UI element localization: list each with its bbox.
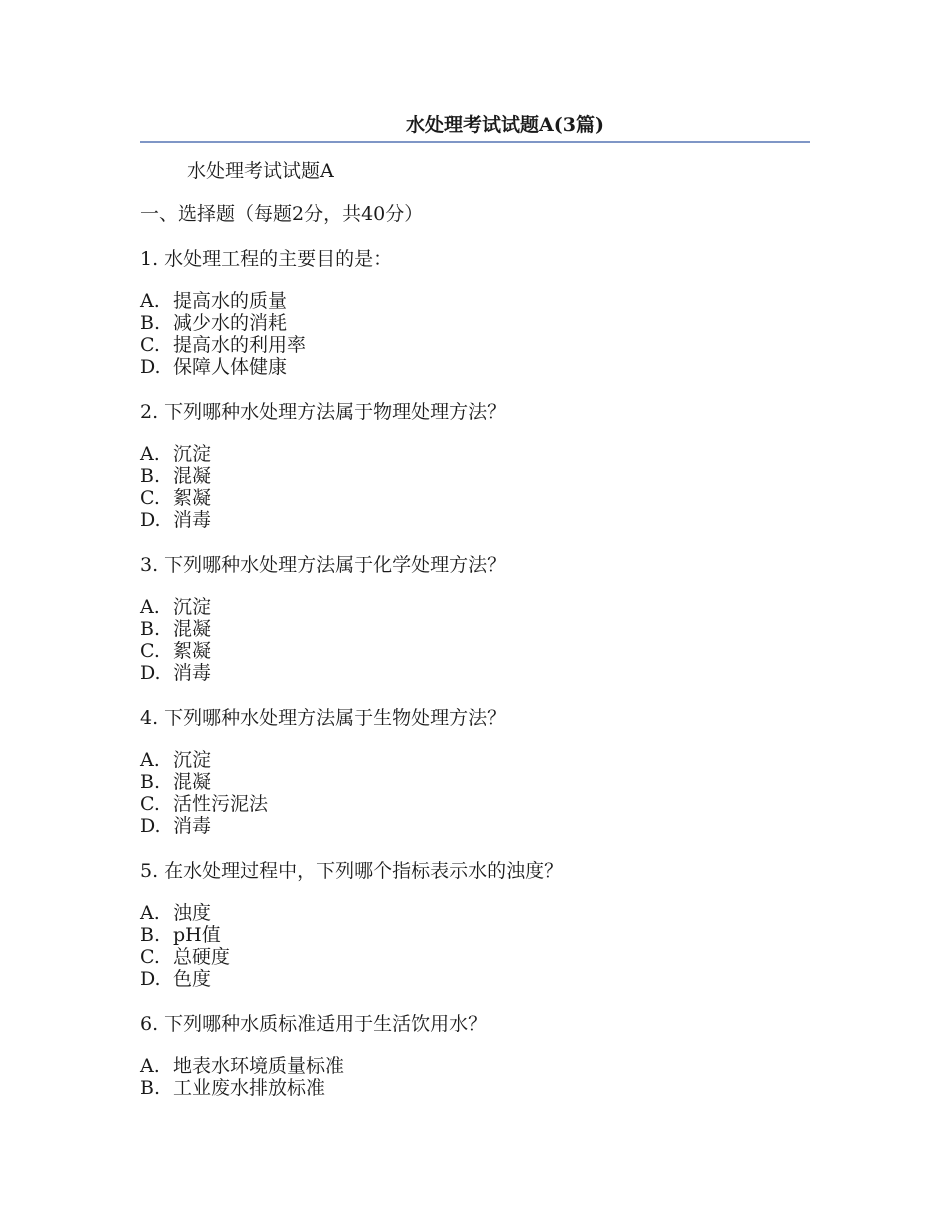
option-text: pH值 bbox=[173, 924, 221, 946]
document-title: 水处理考试试题A(3篇) bbox=[406, 114, 604, 136]
question-stem: 5. 在水处理过程中，下列哪个指标表示水的浊度？ bbox=[140, 860, 564, 882]
option-item bbox=[140, 443, 820, 465]
option-text: 絮凝 bbox=[173, 487, 212, 509]
option-item bbox=[140, 793, 820, 815]
option-text: 沉淀 bbox=[173, 596, 212, 618]
option-text: 沉淀 bbox=[173, 749, 212, 771]
question-item bbox=[140, 401, 820, 531]
option-item bbox=[140, 465, 820, 487]
exam-subtitle: 水处理考试试题A bbox=[187, 160, 334, 182]
option-letter: C. bbox=[140, 487, 160, 509]
option-letter: A. bbox=[140, 902, 160, 924]
option-item bbox=[140, 509, 820, 531]
option-text: 保障人体健康 bbox=[173, 356, 288, 378]
option-item bbox=[140, 596, 820, 618]
option-item bbox=[140, 662, 820, 684]
option-item bbox=[140, 924, 820, 946]
option-letter: B. bbox=[140, 771, 161, 793]
option-text: 地表水环境质量标准 bbox=[173, 1055, 345, 1077]
option-letter: A. bbox=[140, 443, 160, 465]
document-header bbox=[140, 112, 810, 143]
option-text: 浊度 bbox=[173, 902, 212, 924]
option-text: 消毒 bbox=[173, 662, 212, 684]
option-text: 提高水的质量 bbox=[173, 290, 288, 312]
option-list bbox=[140, 443, 820, 531]
question-item bbox=[140, 860, 820, 990]
option-item bbox=[140, 771, 820, 793]
option-item bbox=[140, 487, 820, 509]
option-letter: D. bbox=[140, 968, 161, 990]
option-text: 活性污泥法 bbox=[173, 793, 269, 815]
document-body bbox=[140, 160, 820, 1099]
option-item bbox=[140, 312, 820, 334]
option-text: 总硬度 bbox=[173, 946, 231, 968]
option-item bbox=[140, 334, 820, 356]
option-item bbox=[140, 356, 820, 378]
option-text: 沉淀 bbox=[173, 443, 212, 465]
question-stem: 2. 下列哪种水处理方法属于物理处理方法？ bbox=[140, 401, 507, 423]
option-item bbox=[140, 946, 820, 968]
option-letter: C. bbox=[140, 640, 160, 662]
option-item bbox=[140, 815, 820, 837]
option-list bbox=[140, 290, 820, 378]
option-item bbox=[140, 902, 820, 924]
option-letter: C. bbox=[140, 793, 160, 815]
option-item bbox=[140, 1077, 820, 1099]
option-text: 消毒 bbox=[173, 509, 212, 531]
option-letter: D. bbox=[140, 815, 161, 837]
option-letter: A. bbox=[140, 1055, 160, 1077]
option-letter: A. bbox=[140, 596, 160, 618]
option-letter: B. bbox=[140, 1077, 161, 1099]
option-letter: A. bbox=[140, 749, 160, 771]
option-text: 混凝 bbox=[173, 771, 212, 793]
option-text: 消毒 bbox=[173, 815, 212, 837]
option-item bbox=[140, 1055, 820, 1077]
option-text: 混凝 bbox=[173, 618, 212, 640]
question-item bbox=[140, 1013, 820, 1099]
option-item bbox=[140, 290, 820, 312]
section-heading: 一、选择题（每题2分，共40分） bbox=[140, 203, 424, 225]
option-item bbox=[140, 640, 820, 662]
option-letter: C. bbox=[140, 334, 160, 356]
option-letter: A. bbox=[140, 290, 160, 312]
option-letter: D. bbox=[140, 356, 161, 378]
option-list bbox=[140, 1055, 820, 1099]
option-text: 色度 bbox=[173, 968, 212, 990]
option-list bbox=[140, 596, 820, 684]
question-item bbox=[140, 707, 820, 837]
option-text: 混凝 bbox=[173, 465, 212, 487]
question-stem: 6. 下列哪种水质标准适用于生活饮用水？ bbox=[140, 1013, 488, 1035]
option-item bbox=[140, 749, 820, 771]
option-letter: D. bbox=[140, 509, 161, 531]
option-letter: C. bbox=[140, 946, 160, 968]
option-letter: B. bbox=[140, 312, 161, 334]
option-item bbox=[140, 968, 820, 990]
option-list bbox=[140, 749, 820, 837]
option-letter: B. bbox=[140, 618, 161, 640]
option-text: 提高水的利用率 bbox=[173, 334, 307, 356]
question-stem: 3. 下列哪种水处理方法属于化学处理方法？ bbox=[140, 554, 507, 576]
question-item bbox=[140, 554, 820, 684]
option-letter: B. bbox=[140, 924, 161, 946]
option-item bbox=[140, 618, 820, 640]
option-text: 絮凝 bbox=[173, 640, 212, 662]
question-item bbox=[140, 248, 820, 378]
option-text: 工业废水排放标准 bbox=[173, 1077, 326, 1099]
question-stem: 4. 下列哪种水处理方法属于生物处理方法？ bbox=[140, 707, 507, 729]
option-list bbox=[140, 902, 820, 990]
question-stem: 1. 水处理工程的主要目的是： bbox=[140, 248, 393, 270]
option-letter: D. bbox=[140, 662, 161, 684]
option-letter: B. bbox=[140, 465, 161, 487]
option-text: 减少水的消耗 bbox=[173, 312, 288, 334]
